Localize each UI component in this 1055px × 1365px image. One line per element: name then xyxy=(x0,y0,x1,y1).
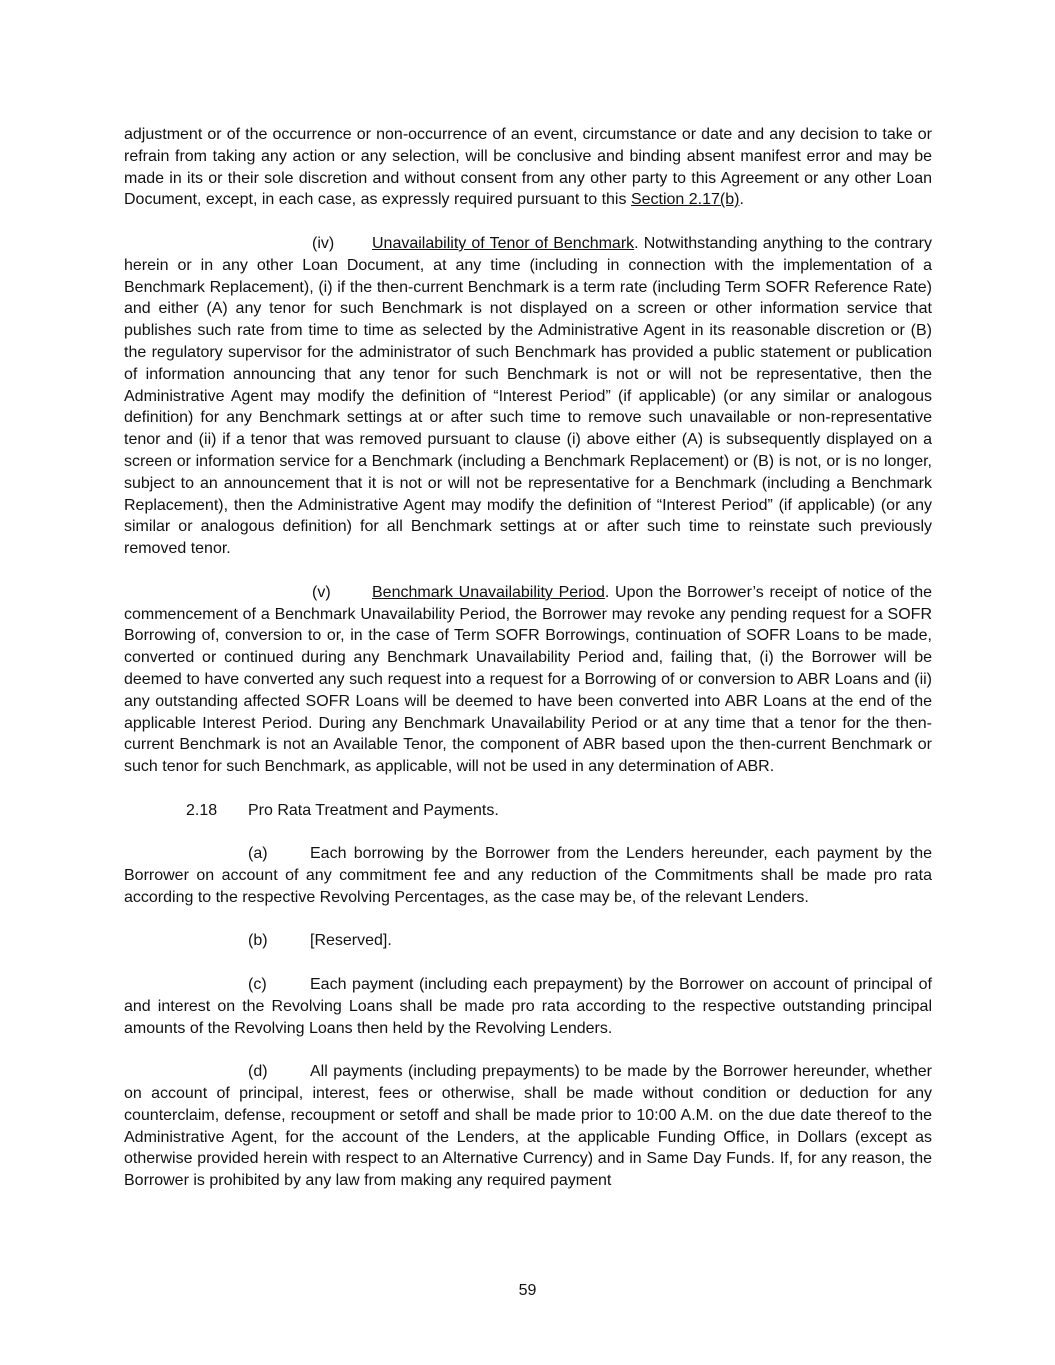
clause-d-paragraph xyxy=(124,1061,932,1192)
clause-b-text: [Reserved]. xyxy=(310,932,392,950)
clause-b-paragraph xyxy=(124,930,932,952)
clause-iv-text: . Notwithstanding anything to the contrary herein or in any other Loan Document, at any time (including in connection with the implementation of a Benchmark Replacement), (i) if the then-current Benchmark is a term rate (including Term SOFR Reference Rate) and either (A) any tenor for such Benchmark is not displayed on a screen or other information service that publishes such rate from time to time as selected by the Administrative Agent in its reasonable discretion or (B) the regulatory supervisor for the administrator of such Benchmark has provided a public statement or publication of information announcing that any tenor for such Benchmark is not or will not be representative, then the Administrative Agent may modify the definition of “Interest Period” (if applicable) (or any similar or analogous definition) for any Benchmark settings at or after such time to remove such unavailable or non-representative tenor and (ii) if a tenor that was removed pursuant to clause (i) above either (A) is subsequently displayed on a screen or information service for a Benchmark (including a Benchmark Replacement) or (B) is not, or is no longer, subject to an announcement that it is not or will not be representative for a Benchmark (including a Benchmark Replacement), then the Administrative Agent may modify the definition of “Interest Period” (if applicable) (or any similar or analogous definition) for all Benchmark settings at or after such time to reinstate such previously removed tenor. xyxy=(124,234,933,558)
continuation-text: adjustment or of the occurrence or non-occurrence of an event, circumstance or date and any decision to take or refrain from taking any action or any selection, will be conclusive and binding absent manifest error and may be made in its or their sole discretion and without consent from any other party to this Agreement or any other Loan Document, except, in each case, as expressly required pursuant to this xyxy=(124,126,932,209)
section-2-18-heading xyxy=(124,800,932,822)
clause-v-text: . Upon the Borrower’s receipt of notice of the commencement of a Benchmark Unavailability Period, the Borrower may revoke any pending request for a SOFR Borrowing of, conversion to or, in the case of Term SOFR Borrowings, continuation of SOFR Loans to be made, converted or continued during any Benchmark Unavailability Period and, failing that, (i) the Borrower will be deemed to have converted any such request into a request for a Borrowing of or conversion to ABR Loans and (ii) any outstanding affected SOFR Loans will be deemed to have been converted into ABR Loans at the end of the applicable Interest Period. During any Benchmark Unavailability Period or at any time that a tenor for the then-current Benchmark is not an Available Tenor, the component of ABR based upon the then-current Benchmark or such tenor for such Benchmark, as applicable, will not be used in any determination of ABR. xyxy=(124,583,933,776)
clause-c-number: (c) xyxy=(248,976,267,994)
clause-v-paragraph xyxy=(124,582,932,778)
clause-iv-heading: Unavailability of Tenor of Benchmark xyxy=(372,234,635,252)
clause-a-paragraph xyxy=(124,843,932,908)
section-2-18-title: Pro Rata Treatment and Payments. xyxy=(248,801,499,819)
clause-iv-number: (iv) xyxy=(312,234,335,252)
clause-b-number: (b) xyxy=(248,932,268,950)
continuation-paragraph xyxy=(124,124,932,211)
continuation-end: . xyxy=(739,191,744,209)
clause-a-text: Each borrowing by the Borrower from the Lenders hereunder, each payment by the Borrower on account of any commitment fee and any reduction of the Commitments shall be made pro rata according to the respective Revolving Percentages, as the case may be, of the relevant Lenders. xyxy=(124,845,932,906)
clause-a-number: (a) xyxy=(248,845,268,863)
clause-c-paragraph xyxy=(124,974,932,1039)
section-reference-link: Section 2.17(b) xyxy=(630,191,740,209)
clause-c-text: Each payment (including each prepayment) by the Borrower on account of principal of and interest on the Revolving Loans shall be made pro rata according to the respective outstanding principal amounts of the Revolving Loans then held by the Revolving Lenders. xyxy=(124,976,932,1037)
page-number: 59 xyxy=(518,1282,537,1299)
section-2-18-number: 2.18 xyxy=(186,801,218,819)
clause-d-number: (d) xyxy=(248,1063,268,1081)
clause-v-number: (v) xyxy=(312,583,331,601)
clause-v-heading: Benchmark Unavailability Period xyxy=(372,583,605,601)
clause-d-text: All payments (including prepayments) to be made by the Borrower hereunder, whether on account of principal, interest, fees or otherwise, shall be made without condition or deduction for any counterclaim, defense, recoupment or setoff and shall be made prior to 10:00 A.M. on the due date thereof to the Administrative Agent, for the account of the Lenders, at the applicable Funding Office, in Dollars (except as otherwise provided herein with respect to an Alternative Currency) and in Same Day Funds. If, for any reason, the Borrower is prohibited by any law from making any required payment xyxy=(124,1063,932,1190)
document-page xyxy=(124,124,932,1192)
clause-iv-paragraph xyxy=(124,233,932,560)
